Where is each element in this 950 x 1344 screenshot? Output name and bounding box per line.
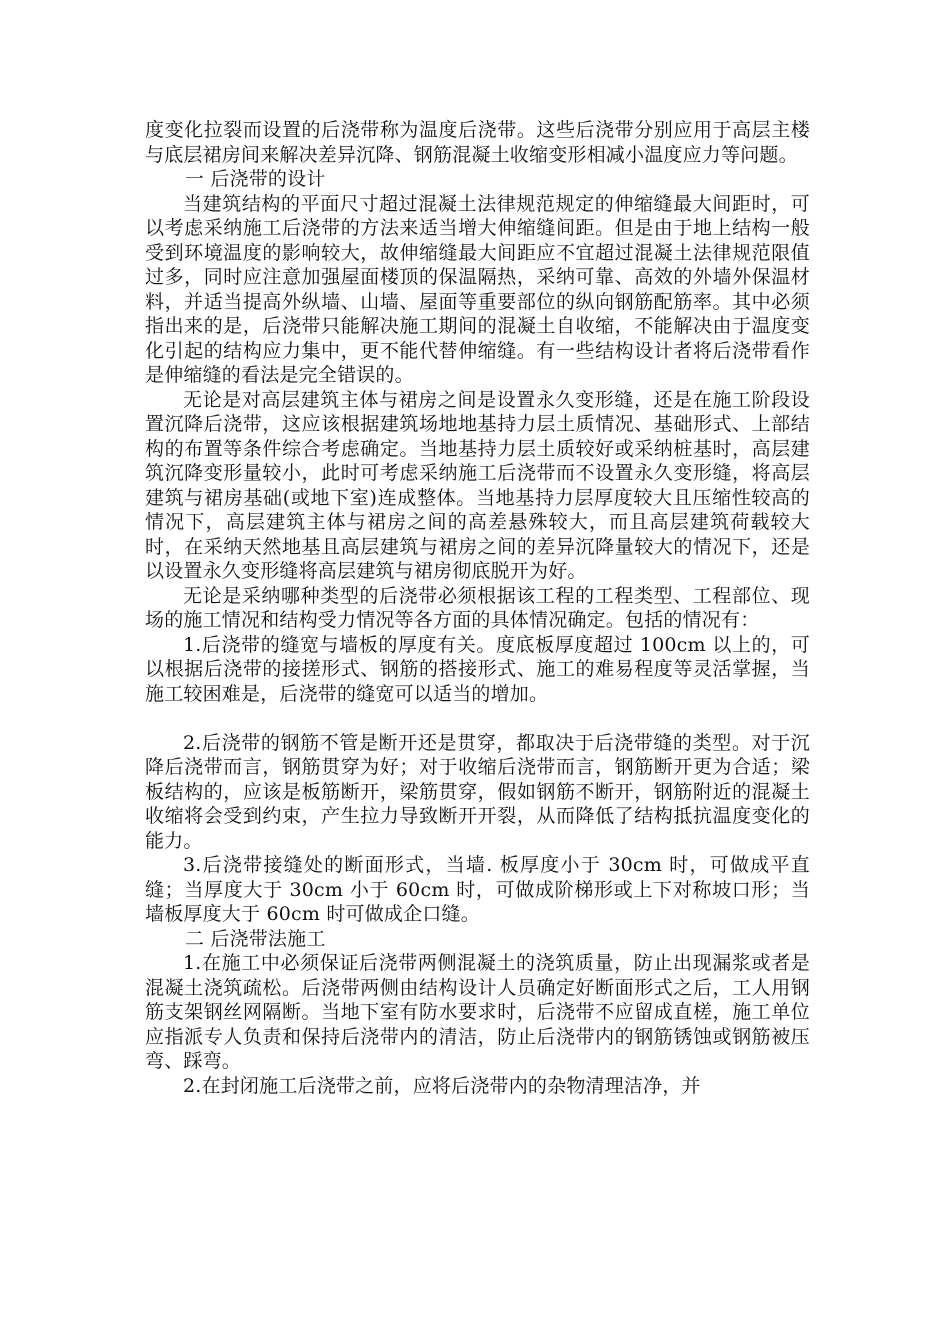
list-item-pouring-quality: 1.在施工中必须保证后浇带两侧混凝土的浇筑质量，防止出现漏浆或者是混凝土浇筑疏松。后浇带两侧由结构设计人员确定好断面形式之后，工人用钢筋支架钢丝网隔断。当地下室有防水要求时，后浇带不应留成直槎，施工单位应指派专人负责和保持后浇带内的清洁，防止后浇带内的钢筋锈蚀或钢筋被压弯、踩弯。 (145, 952, 810, 1072)
section-heading-design: 一 后浇带的设计 (184, 168, 326, 190)
paragraph-settlement-joint: 无论是对高层建筑主体与裙房之间是设置永久变形缝，还是在施工阶段设置沉降后浇带，这应该根据建筑场地地基持力层土质情况、基础形式、上部结构的布置等条件综合考虑确定。当地基持力层土质较好或采纳桩基时，高层建筑沉降变形量较小，此时可考虑采纳施工后浇带而不设置永久变形缝，将高层建筑与裙房基础(或地下室)连成整体。当地基持力层厚度较大且压缩性较高的情况下，高层建筑主体与裙房之间的高差悬殊较大，而且高层建筑荷载较大时，在采纳天然地基且高层建筑与裙房之间的差异沉降量较大的情况下，还是以设置永久变形缝将高层建筑与裙房彻底脱开为好。 (145, 388, 810, 582)
paragraph-expansion-joint: 当建筑结构的平面尺寸超过混凝土法律规范规定的伸缩缝最大间距时，可以考虑采纳施工后浇带的方法来适当增大伸缩缝间距。但是由于地上结构一般受到环境温度的影响较大，故伸缩缝最大间距应不宜超过混凝土法律规范限值过多，同时应注意加强屋面楼顶的保温隔热，采纳可靠、高效的外墙外保温材料，并适当提高外纵墙、山墙、屋面等重要部位的纵向钢筋配筋率。其中必须指出来的是，后浇带只能解决施工期间的混凝土自收缩，不能解决由于温度变化引起的结构应力集中，更不能代替伸缩缝。有一些结构设计者将后浇带看作是伸缩缝的看法是完全错误的。 (145, 192, 810, 386)
section-heading-construction: 二 后浇带法施工 (184, 927, 326, 950)
list-item-joint-width: 1.后浇带的缝宽与墙板的厚度有关。度底板厚度超过 100cm 以上的，可以根据后浇带的接搓形式、钢筋的搭接形式、施工的难易程度等灵活掌握，当施工较困难是，后浇带的缝宽可以适当的增加。 (145, 633, 810, 705)
list-item-reinforcement: 2.后浇带的钢筋不管是断开还是贯穿，都取决于后浇带缝的类型。对于沉降后浇带而言，钢筋贯穿为好；对于收缩后浇带而言，钢筋断开更为合适；梁板结构的，应该是板筋断开，梁筋贯穿，假如钢筋不断开，钢筋附近的混凝土收缩将会受到约束，产生拉力导致断开开裂，从而降低了结构抵抗温度变化的能力。 (145, 731, 810, 852)
document-body (145, 118, 810, 1098)
paragraph-determination: 无论是采纳哪种类型的后浇带必须根据该工程的工程类型、工程部位、现场的施工情况和结构受力情况等各方面的具体情况确定。包括的情况有： (145, 584, 810, 631)
list-item-joint-section: 3.后浇带接缝处的断面形式，当墙. 板厚度小于 30cm 时，可做成平直缝；当厚度大于 30cm 小于 60cm 时，可做成阶梯形或上下对称坡口形；当墙板厚度大于 60cm 时可做成企口缝。 (145, 854, 810, 925)
paragraph-intro-continued: 度变化拉裂而设置的后浇带称为温度后浇带。这些后浇带分别应用于高层主楼与底层裙房间来解决差异沉降、钢筋混凝土收缩变形相减小温度应力等问题。 (145, 119, 810, 166)
list-item-closing: 2.在封闭施工后浇带之前，应将后浇带内的杂物清理洁净，并 (183, 1074, 701, 1097)
